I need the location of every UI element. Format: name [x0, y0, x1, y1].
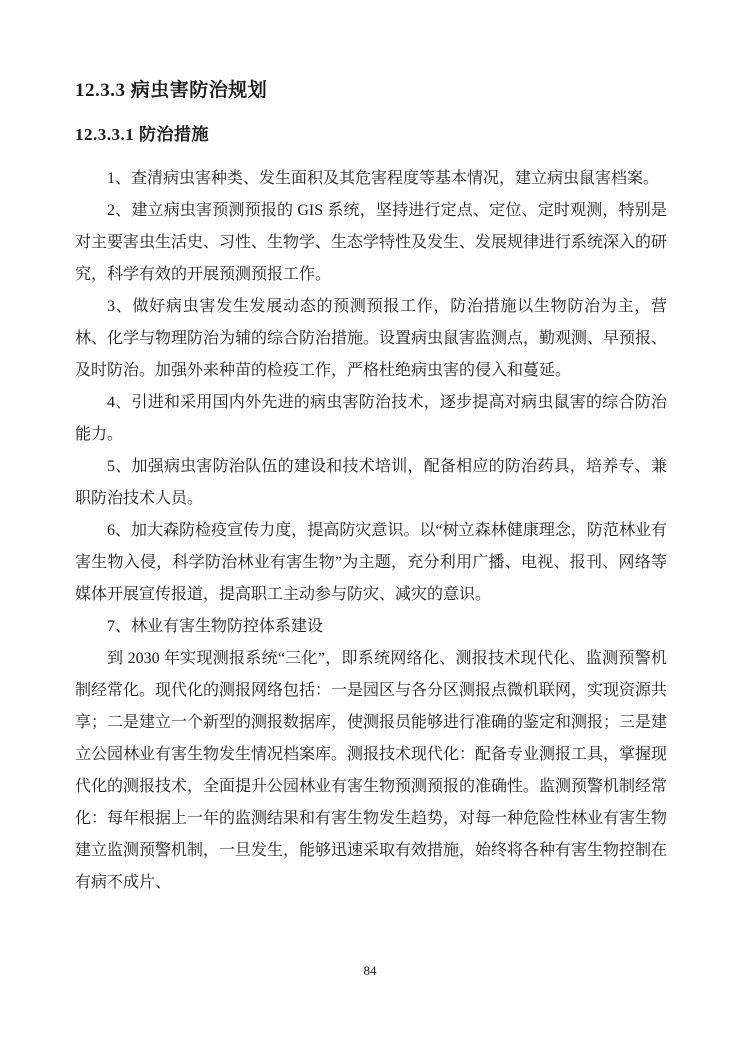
page-number: 84	[363, 963, 377, 978]
paragraph-7: 7、林业有害生物防控体系建设	[107, 618, 324, 635]
paragraph-3: 3、做好病虫害发生发展动态的预测预报工作，防治措施以生物防治为主，营林、化学与物理防治为辅的综合防治措施。设置病虫鼠害监测点，勤观测、早预报、及时防治。加强外来种苗的检疫工作，严格杜绝病虫害的侵入和蔓延。	[75, 298, 668, 379]
paragraph-6: 6、加大森防检疫宣传力度，提高防灾意识。以“树立森林健康理念，防范林业有害生物入侵，科学防治林业有害生物”为主题，充分利用广播、电视、报刊、网络等媒体开展宣传报道，提高职工主动参与防灾、减灾的意识。	[75, 522, 667, 603]
paragraph-4: 4、引进和采用国内外先进的病虫害防治技术，逐步提高对病虫鼠害的综合防治能力。	[75, 394, 667, 443]
document-body	[75, 163, 667, 899]
section-heading: 12.3.3 病虫害防治规划	[75, 80, 268, 101]
paragraph-2: 2、建立病虫害预测预报的 GIS 系统，坚持进行定点、定位、定时观测，特别是对主要害虫生活史、习性、生物学、生态学特性及发生、发展规律进行系统深入的研究，科学有效的开展预测预报工作。	[75, 202, 668, 283]
paragraph-8: 到 2030 年实现测报系统“三化”，即系统网络化、测报技术现代化、监测预警机制经常化。现代化的测报网络包括：一是园区与各分区测报点微机联网，实现资源共享；二是建立一个新型的测报数据库，使测报员能够进行准确的鉴定和测报；三是建立公园林业有害生物发生情况档案库。测报技术现代化：配备专业测报工具，掌握现代化的测报技术，全面提升公园林业有害生物预测预报的准确性。监测预警机制经常化：每年根据上一年的监测结果和有害生物发生趋势，对每一种危险性林业有害生物建立监测预警机制，一旦发生，能够迅速采取有效措施，始终将各种有害生物控制在有病不成片、	[75, 650, 668, 891]
paragraph-5: 5、加强病虫害防治队伍的建设和技术培训，配备相应的防治药具，培养专、兼职防治技术人员。	[75, 458, 667, 507]
paragraph-1: 1、查清病虫害种类、发生面积及其危害程度等基本情况，建立病虫鼠害档案。	[107, 170, 660, 187]
subsection-heading: 12.3.3.1 防治措施	[75, 125, 209, 144]
